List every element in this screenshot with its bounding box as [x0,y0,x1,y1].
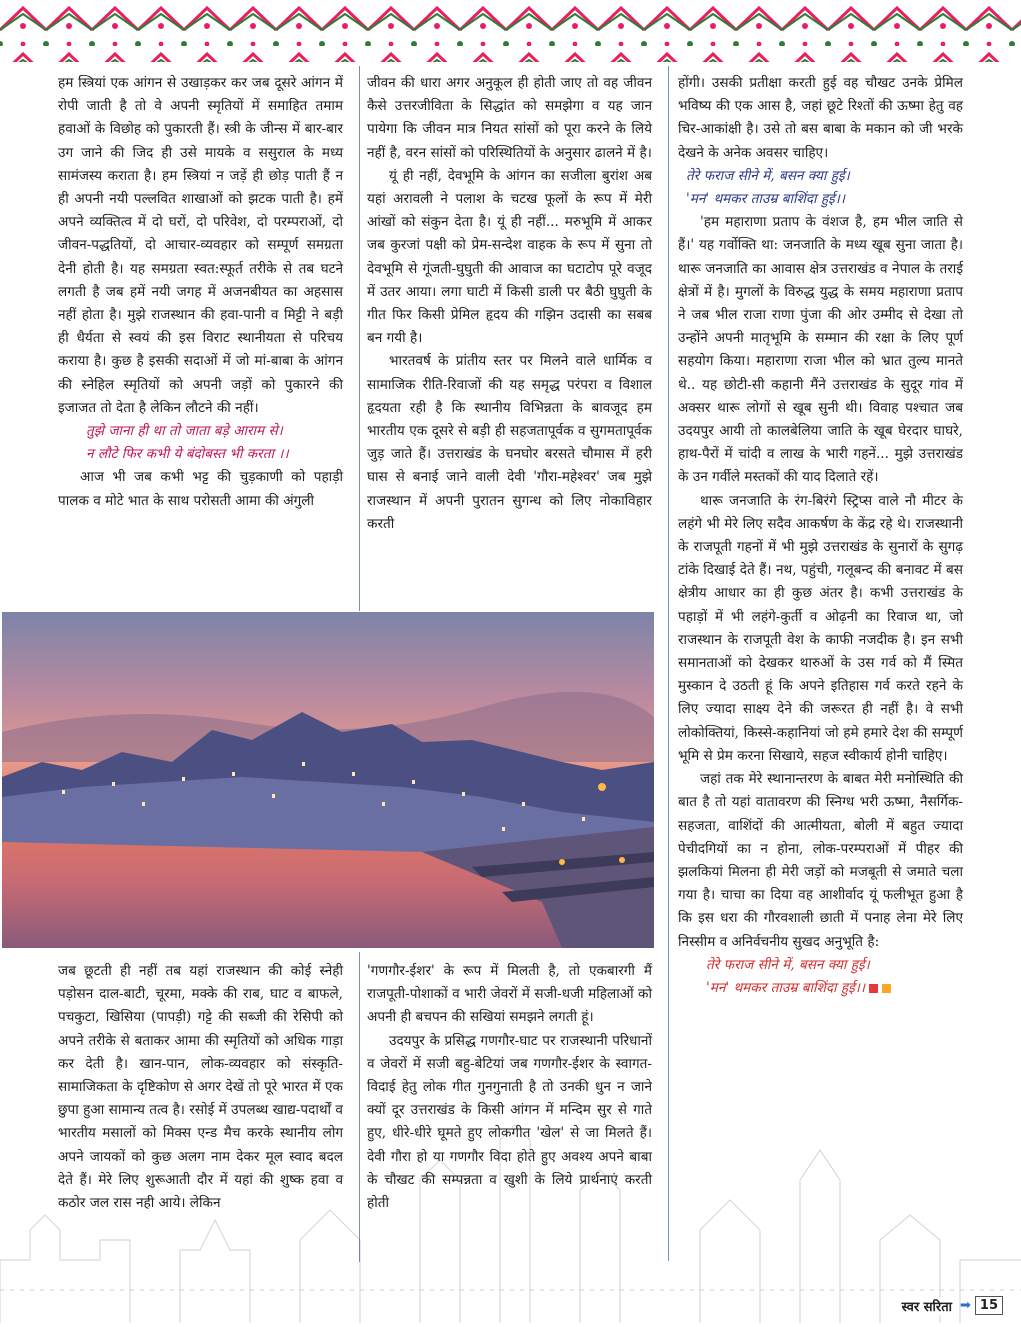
column-1-top [58,72,343,513]
decorative-top-border [0,0,1021,62]
column-divider [359,66,360,611]
paragraph: 'हम महाराणा प्रताप के वंशज है, हम भील जाति से हैं।' यह गर्वोक्ति था: जनजाति के मध्य खूब सुना जाता है। थारू जनजाति का आवास क्षेत्र उत्तराखंड व नेपाल के तराई क्षेत्रों में है। मुगलों के विरुद्ध युद्ध के समय महाराणा प्रताप ने जब भील राजा राणा पुंजा की ओर उम्मीद से देखा तो उन्होंने अपनी मातृभूमि के सम्मान की रक्षा के लिए पूर्ण सहयोग किया। महाराणा राजा भील को भ्रात तुल्य मानते थे.. यह छोटी-सी कहानी मैंने उत्तराखंड के सुदूर गांव में अक्सर थारू लोगों से खूब सुनी थी। विवाह पश्चात जब उदयपुर आयी तो कालबेलिया जाति के खूब घेरदार घाघरे, हाथ-पैरों में चांदी व लाख के भारी गहनें... मुझे उत्तराखंड के उन गर्वीले मस्तकों की याद दिलाते रहें। [678,214,963,486]
paragraph: जहां तक मेरे स्थानान्तरण के बाबत मेरी मनोस्थिति की बात है तो यहां वातावरण की स्निग्ध भरी ऊष्मा, नैसर्गिक- सहजता, वाशिंदों की आत्मीयता, बोली में बहुत ज्यादा पेचीदगियों का न होना, लोक-परम्पराओं में पीहर की झलकियां मिलना ही मेरी जड़ों को मजबूती से जमाते चला गया है। चाचा का दिया वह आशीर्वाद यूं फलीभूत हुआ है कि इस धरा की गौरवशाली छाती में पनाह लेना मेरे लिए निस्सीम व अनिर्वचनीय सुखद अनुभूति है: [678,771,963,950]
verse-text: 'मन' थमकर ताउम्र बाशिंदा हुई।। [706,979,866,996]
column-1-bottom [58,960,343,1215]
paragraph: जीवन की धारा अगर अनुकूल ही होती जाए तो वह जीवन कैसे उत्तरजीविता के सिद्धांत को समझेगा व यह जान पायेगा कि जीवन मात्र नियत सांसों को पूरा करने के लिये नहीं है, वरन सांसों को परिस्थितियों के अनुसार ढालने में है। [367,75,652,161]
page-footer [898,1296,1003,1315]
paragraph: यूं ही नहीं, देवभूमि के आंगन का सजीला बुरांश अब यहां अरावली ने पलाश के चटख फूलों के रूप में मेरी आंखों को संकुन देता है। यूं ही नहीं... मरुभूमि में आकर जब कुरजां पक्षी को प्रेम-सन्देश वाहक के रूप में सुना तो देवभूमि से गूंजती-घुघुती की आवाज का घटाटोप पूरे वजूद में उतर आया। लगा घाटी में किसी डाली पर बैठी घुघुती के गीत फिर किसी प्रेमिल हृदय की गझिन उदासी का सबब बन गयी है। [367,167,652,347]
verse-line [678,977,963,1000]
magazine-name: स्वर सरिता [898,1297,956,1315]
paragraph: थारू जनजाति के रंग-बिरंगे स्ट्रिप्स वाले नौ मीटर के लहंगे भी मेरे लिए सदैव आकर्षण के केंद्र रहे थे। राजस्थानी के राजपूती गहनों में भी मुझे उत्तराखंड के सुनारों के सुगढ़ टांके दिखाई देते हैं। नथ, पहुंची, गलूबन्द की बनावट में बस क्षेत्रीय आधार का ही कुछ अंतर है। कभी उत्तराखंड के पहाड़ों में भी लहंगे-कुर्ती व ओढ़नी का रिवाज था, जो राजस्थान के राजपूती वेश के काफी नजदीक है। इन सभी समानताओं को देखकर थारुओं के उस गर्व को मैं स्मित मुस्कान दे उठती हूं कि अपने इतिहास गर्व करते रहने के लिए ज्यादा साक्ष्य देने की जरूरत ही नहीं है। वे सभी लोकोक्तियां, किस्से-कहानियां जो हमे हमारे देश की सम्पूर्ण भूमि से प्रेम करना सिखाये, सहज स्वीकार्य होनी चाहिए। [678,492,963,764]
arrow-right-icon: ➡ [960,1298,971,1313]
paragraph: जब छूटती ही नहीं तब यहां राजस्थान की कोई स्नेही पड़ोसन दाल-बाटी, चूरमा, मक्के की राब, घाट व बाफले, पचकुटा, खिसिया (पापड़ी) गट्टे की सब्जी की रेसिपी को अपने तरीके से बताकर आमा की स्मृतियों को अधिक गाड़ा कर देती है। खान-पान, लोक-व्यवहार को संस्कृति-सामाजिकता के दृष्टिकोण से अगर देखें तो पूरे भारत में एक छुपा हुआ सामान्य तत्व है। रसोई में उपलब्ध खाद्य-पदार्थों व भारतीय मसालों को मिक्स एन्ड मैच करके स्थानीय लोग अपने जायकों को कुछ अलग नाम देकर मूल स्वाद बदल देते हैं। मेरे लिए शुरूआती दौर में यहां की शुष्क हवा व कठोर जल रास नही आये। लेकिन [58,963,343,1212]
verse-line: तेरे फराज सीने में, बसन क्या हुई। [686,167,850,184]
column-divider [668,66,669,1261]
column-divider [359,952,360,1262]
column-2-top [367,72,652,536]
pushkar-lake-photo [2,612,654,948]
column-2-bottom [367,960,652,1215]
end-square-red [869,984,878,993]
end-square-yellow [882,984,891,993]
verse-line: 'मन' थमकर ताउम्र बाशिंदा हुई।। [686,191,846,208]
column-3 [678,72,963,1000]
verse-line: तेरे फराज सीने में, बसन क्या हुई। [706,956,870,973]
paragraph: होंगी। उसकी प्रतीक्षा करती हुई वह चौखट उनके प्रेमिल भविष्य की एक आस है, जहां छूटे रिश्तों की ऊष्मा हेतु वह चिर-आकांक्षी है। उसे तो बस बाबा के मकान को जी भरके देखने के अनेक अवसर चाहिए। [678,75,963,161]
verse-line: तुझे जाना ही था तो जाता बड़े आराम से। [86,423,283,440]
page-number: 15 [975,1296,1003,1315]
paragraph: भारतवर्ष के प्रांतीय स्तर पर मिलने वाले धार्मिक व सामाजिक रीति-रिवाजों की यह समृद्ध परंपरा व विशाल हृदयता रही है कि स्थानीय विभिन्नता के बावजूद हम भारतीय एक दूसरे से बड़ी ही सहजतापूर्वक व सुगमतापूर्वक जुड़ जाते हैं। उत्तराखंड के घनघोर बरसते चौमास में हरी घास से बनाई जाने वाली देवी 'गौरा-महेश्वर' जब मुझे राजस्थान में अपनी पुरातन सुगन्ध को लिए नोकाविहार करती [367,353,652,532]
paragraph: हम स्त्रियां एक आंगन से उखाड़कर कर जब दूसरे आंगन में रोपी जाती है तो वे अपनी स्मृतियों में समाहित तमाम हवाओं के विछोह को पुकारती हैं। स्त्री के जीन्स में बार-बार उग जाने की जिद ही उसे मायके व ससुराल के मध्य सामंजस्य कराता है। हम स्त्रियां न जड़ें ही छोड़ पाती हैं न ही अपनी नयी पल्लवित शाखाओं को झटक पाती है। हमें अपने व्यक्तित्व में दो घरों, दो परिवेश, दो परम्पराओं, दो जीवन-पद्धतियों, दो आचार-व्यवहार को सम्पूर्ण समग्रता देनी होती है। यह समग्रता स्वत:स्फूर्त तरीके से तब घटने लगती है जब हमें नयी जगह में अजनबीयत का अहसास नहीं होता है। मुझे राजस्थान की हवा-पानी व मिट्टी ने बड़ी ही धैर्यता से स्वयं की इस विराट स्थानीयता से परिचय कराया है। कुछ है इसकी सदाओं में जो मां-बाबा के आंगन की स्नेहिल स्मृतियों को अपनी जड़ों को पुकारने की इजाजत तो देता है लेकिन लौटने की नहीं। [58,75,343,416]
paragraph: 'गणगौर-ईशर' के रूप में मिलती है, तो एकबारगी मैं राजपूती-पोशाकों व भारी जेवरों में सजी-धजी महिलाओं को अपनी ही बचपन की सखियां समझने लगती हूं। [367,963,652,1026]
verse-line: न लौटे फिर कभी ये बंदोबस्त भी करता ।। [86,446,289,463]
paragraph: उदयपुर के प्रसिद्ध गणगौर-घाट पर राजस्थानी परिधानों व जेवरों में सजी बहु-बेटियां जब गणगौर-ईशर के स्वागत-विदाई हेतु लोक गीत गुनगुनाती है तो उनकी धुन न जाने क्यों दूर उत्तराखंड के किसी आंगन में मन्दिम सुर से गाते हुए, धीरे-धीरे घूमते हुए लोकगीत 'खेल' से जा मिलते हैं। देवी गौरा हो या गणगौर विदा होते हुए अवश्य अपने बाबा के चौखट की सम्पन्नता व खुशी के लिये प्रार्थनाएं करती होती [367,1032,652,1212]
paragraph: आज भी जब कभी भट्ट की चुड़काणी को पहाड़ी पालक व मोटे भात के साथ परोसती आमा की अंगुली [58,469,343,509]
